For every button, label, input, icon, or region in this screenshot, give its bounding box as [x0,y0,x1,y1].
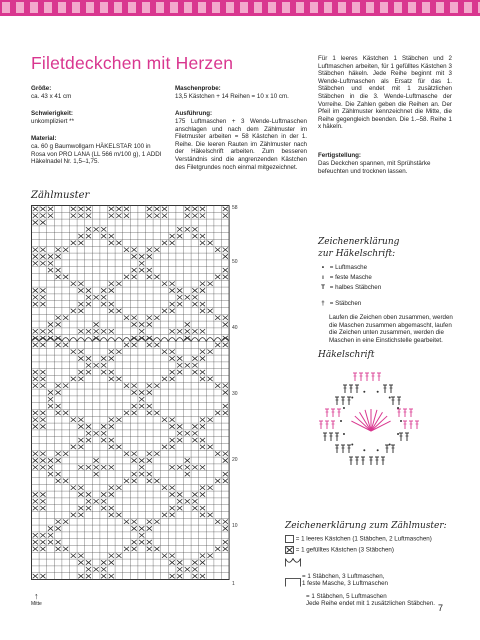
feste-masche-icon: ı [322,274,324,281]
stripe-block [72,2,80,13]
chain-dot [389,397,391,399]
zeichen-haekel-note: Laufen die Zeichen oben zusammen, werden die Maschen zusammen abgemascht, laufen die Zeichen unten zusammen, werden die Maschen in eine Einstichstelle gearbeitet. [329,314,453,344]
stripe-block [142,2,150,13]
stripe-block [16,2,24,13]
top-stripe [0,0,480,16]
chain-dot [400,420,402,422]
legend-text: = 1 Stäbchen, 3 Luftmaschen, 1 feste Masche, 3 Luftmaschen [302,572,388,588]
maschenprobe-label: Maschenprobe: [175,85,221,92]
stripe-block [282,2,290,13]
staebchen-icon: † [321,300,325,307]
stripe-block [324,2,332,13]
legend-empty-box [285,535,432,543]
zaehlmuster-chart [31,205,231,581]
stripe-block [436,2,444,13]
stripe-block [128,2,136,13]
page-number: 7 [438,603,444,613]
stripe-block [450,2,458,13]
haekelschrift-title: Häkelschrift [318,350,375,360]
stripe-block [58,2,66,13]
mitte-label: Mitte [31,601,42,607]
stripe-block [198,2,206,13]
stripe-block [114,2,122,13]
chain-dot [397,433,399,435]
chain-dot [340,420,342,422]
stripe-block [464,2,472,13]
bracket-icon [285,578,301,587]
row-number: 50 [232,259,238,265]
stripe-block [268,2,276,13]
stripe-block [366,2,374,13]
ausfuehrung-label: Ausführung: [175,110,213,117]
chain-dot [363,391,365,393]
row-number: 10 [232,523,238,529]
row-number: 40 [232,325,238,331]
stripe-block [184,2,192,13]
stripe-block [352,2,360,13]
empty-box-icon [285,535,294,543]
legend-text: = 1 gefülltes Kästchen (3 Stäbchen) [295,546,394,554]
stripe-block [226,2,234,13]
chain-dot [351,397,353,399]
stripe-block [2,2,10,13]
zeichen-haekel-title-1: Zeichenerklärung [318,237,400,247]
filled-box-icon [285,546,294,554]
stripe-block [100,2,108,13]
row-number: 20 [232,457,238,463]
maschenprobe-value: 13,5 Kästchen + 14 Reihen = 10 x 10 cm. [175,93,289,100]
chain-dot [363,449,365,451]
legend-luftmasche [318,264,367,271]
schwierigkeit-label: Schwierigkeit: [31,110,73,117]
legend-text: = 1 leeres Kästchen (1 Stäbchen, 2 Luftmaschen) [295,535,432,543]
page-title: Filetdeckchen mit Herzen [31,53,234,73]
legend-filled-box [285,546,394,554]
legend-staebchen [318,300,361,307]
legend-text: = Stäbchen [329,300,362,307]
fertigstellung-value: Das Deckchen spannen, mit Sprühstärke befeuchten und trocknen lassen. [318,160,431,175]
stripe-block [296,2,304,13]
chain-dot [377,391,379,393]
stripe-block [156,2,164,13]
stripe-block [86,2,94,13]
stripe-block [408,2,416,13]
mitte-arrow-icon: ↑ [34,591,39,601]
luftmasche-icon: • [321,264,325,271]
zaehlmuster-title: Zählmuster [31,190,90,201]
chain-dot [389,443,391,445]
legend-feste-masche [318,274,372,281]
zeichen-zaehl-title: Zeichenerklärung zum Zählmuster: [285,521,447,531]
legend-text: = Luftmasche [329,264,368,271]
col3-text: Für 1 leeres Kästchen 1 Stäbchen und 2 Luftmaschen arbeiten, für 1 gefülltes Kästchen 3 Stäbchen häkeln. Jede Reihe beginnt mit 3 Wende-Luftmaschen als Ersatz für das 1. Stäbchen und endet mit 1 zusätzlichen Stäbchen in die 3. Wende-Luftmasche der Vorreihe. Die Zahlen geben die Reihen an. Der Pfeil im Zählmuster kennzeichnet die Mitte, die Reihe gegengleich beenden. Die 1.–58. Reihe 1 x häkeln. [318,55,452,131]
schwierigkeit-value: unkompliziert ** [31,118,74,125]
stripe-block [394,2,402,13]
row-number: 58 [232,205,238,211]
stripe-block [310,2,318,13]
ausfuehrung-value: 175 Luftmaschen + 3 Wende-Luftmaschen anschlagen und nach dem Zählmuster im Filetmuster arbeiten = 58 Kästchen in der 1. Reihe. Die leeren Rauten im Zählmuster nach der Häkelschrift arbeiten. Zum besseren Verständnis sind die angrenzenden Kästchen des Filetgrundes noch einmal mitgezeichnet. [175,118,307,171]
row-number: 30 [232,391,238,397]
stripe-block [170,2,178,13]
stripe-block [422,2,430,13]
chain-dot [377,449,379,451]
legend-bracket [285,578,435,615]
arc-icon [285,558,301,567]
groesse-value: ca. 43 x 41 cm [31,93,72,100]
fertigstellung-label: Fertigstellung: [318,152,361,159]
legend-text: = feste Masche [329,274,372,281]
groesse-label: Größe: [31,85,52,92]
legend-halbes-staebchen [318,284,381,291]
stripe-block [212,2,220,13]
chain-dot [343,433,345,435]
row-number: 1 [232,581,235,587]
chain-dot [343,407,345,409]
stripe-block [44,2,52,13]
stripe-block [380,2,388,13]
chain-dot [397,407,399,409]
stripe-block [240,2,248,13]
stripe-block [30,2,38,13]
haekelschrift-diagram [315,365,425,480]
stripe-block [254,2,262,13]
stripe-block [338,2,346,13]
material-value: ca. 60 g Baumwollgarn HÄKELSTAR 100 in Rosa von PRO LANA (LL 566 m/100 g), 1 ADDI Häkelnadel Nr. 1,5–1,75. [31,143,162,166]
chain-dot [351,443,353,445]
legend-text: = halbes Stäbchen [329,284,382,291]
material-label: Material: [31,135,57,142]
halbes-staebchen-icon: T [321,284,325,291]
zeichen-haekel-title-2: zur Häkelschrift: [318,249,396,259]
legend-text: = 1 Stäbchen, 5 Luftmaschen Jede Reihe endet mit 1 zusätzlichen Stäbchen. [306,592,435,608]
